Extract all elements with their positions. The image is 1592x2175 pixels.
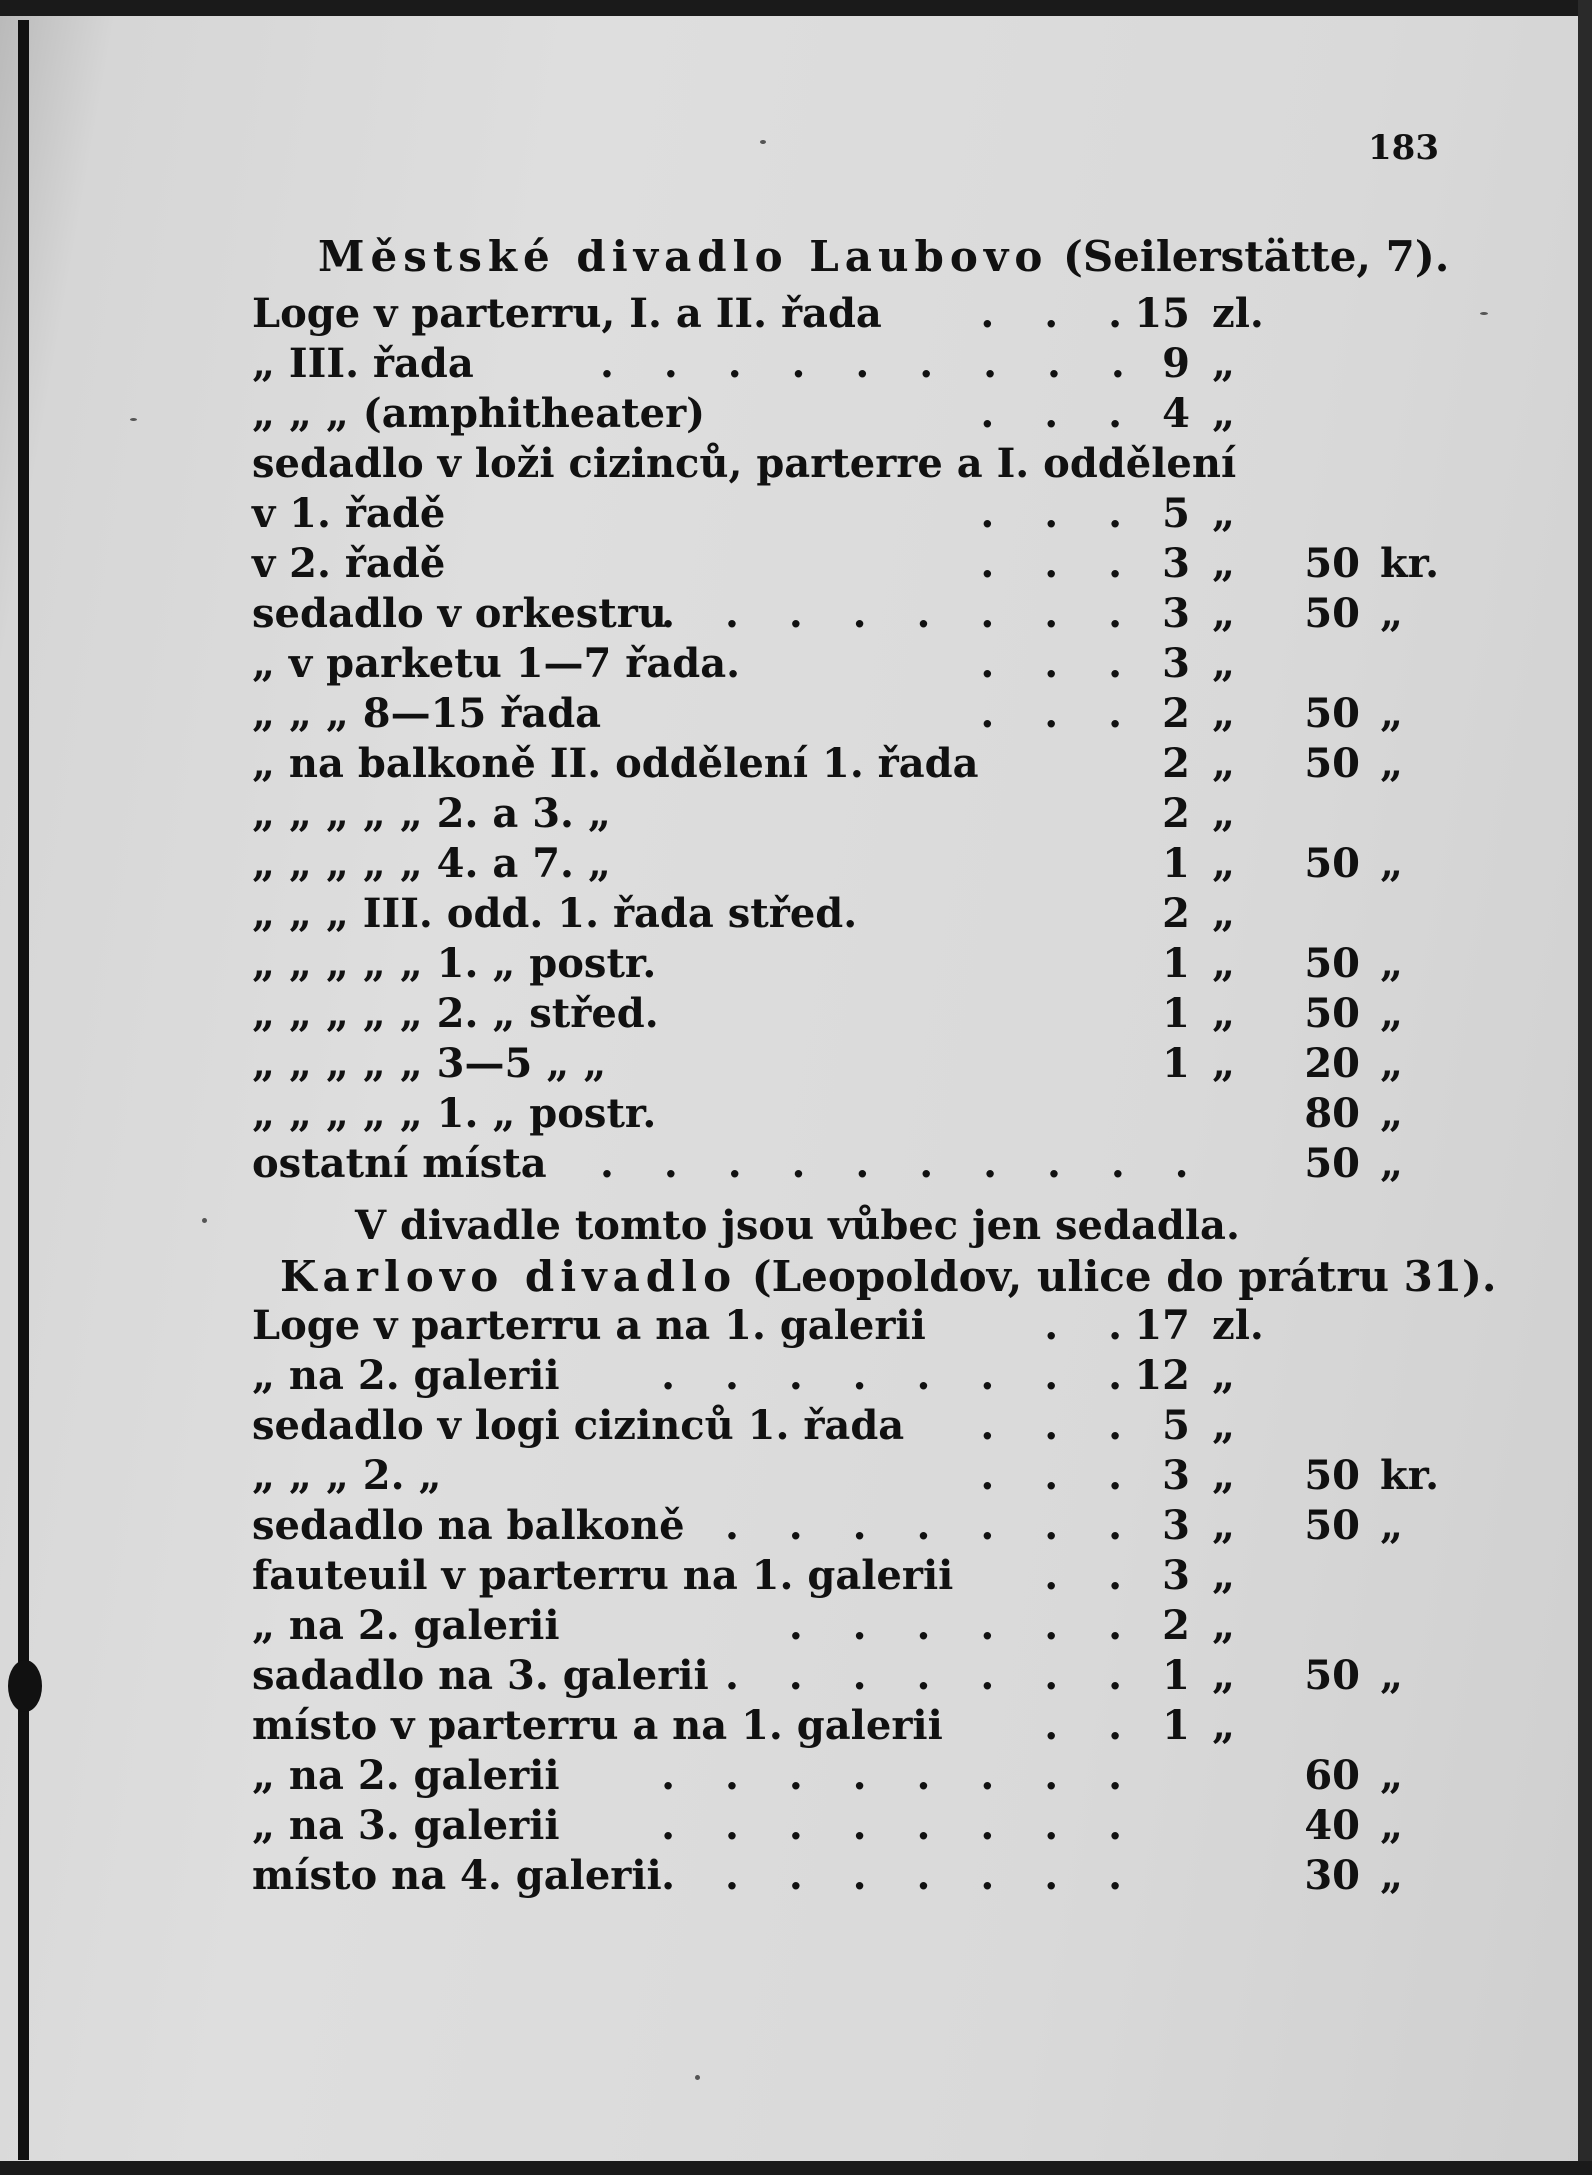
section-2-row xyxy=(0,1852,1592,1902)
row-label: sedadlo v orkestru xyxy=(252,590,667,637)
price-unit: „ xyxy=(1212,540,1236,587)
price-unit: „ xyxy=(1212,640,1236,687)
section-1-row xyxy=(0,940,1592,990)
price-unit: „ xyxy=(1212,490,1236,537)
secondary-unit: „ xyxy=(1380,840,1404,887)
price-unit: „ xyxy=(1212,1402,1236,1449)
leader-dots: . . . . . . . xyxy=(724,1502,1140,1549)
section-2-row xyxy=(0,1652,1592,1702)
section-2-title xyxy=(280,1252,1497,1301)
section-2-row xyxy=(0,1552,1592,1602)
section-1-row xyxy=(0,1090,1592,1140)
leader-dots: . . xyxy=(1044,1702,1140,1749)
row-label: „ „ „ „ „ 3—5 „ „ xyxy=(252,1040,607,1087)
secondary-value: 50 xyxy=(1304,940,1360,987)
section-1-title-rest: (Seilerstätte, 7). xyxy=(1048,232,1450,281)
secondary-value: 50 xyxy=(1304,540,1360,587)
row-label: sedadlo v logi cizinců 1. řada xyxy=(252,1402,905,1449)
price-value: 3 xyxy=(1162,540,1190,587)
price-unit: „ xyxy=(1212,390,1236,437)
secondary-unit: „ xyxy=(1380,1802,1404,1849)
section-2-row xyxy=(0,1402,1592,1452)
price-unit: „ xyxy=(1212,1602,1236,1649)
section-2-row xyxy=(0,1702,1592,1752)
price-value: 3 xyxy=(1162,1552,1190,1599)
section-1-note: V divadle tomto jsou vůbec jen sedadla. xyxy=(355,1202,1240,1249)
secondary-value: 50 xyxy=(1304,990,1360,1037)
row-label: místo v parterru a na 1. galerii xyxy=(252,1702,943,1749)
row-label: Loge v parterru a na 1. galerii xyxy=(252,1302,926,1349)
price-value: 9 xyxy=(1162,340,1190,387)
price-value: 12 xyxy=(1134,1352,1190,1399)
leader-dots: . . . . . . . . . . xyxy=(600,1140,1207,1187)
section-1-title xyxy=(318,232,1449,281)
leader-dots: . . . . . . . . xyxy=(661,1352,1140,1399)
secondary-unit: „ xyxy=(1380,940,1404,987)
section-1-row xyxy=(0,790,1592,840)
section-2-row xyxy=(0,1302,1592,1352)
price-value: 15 xyxy=(1134,290,1190,337)
price-value: 3 xyxy=(1162,1452,1190,1499)
price-unit: zl. xyxy=(1212,290,1264,337)
section-2-row xyxy=(0,1752,1592,1802)
scan-top-edge xyxy=(0,0,1592,16)
price-value: 1 xyxy=(1162,940,1190,987)
row-label: „ III. řada xyxy=(252,340,474,387)
section-1-row xyxy=(0,890,1592,940)
secondary-unit: „ xyxy=(1380,1090,1404,1137)
leader-dots: . . . . . . . . xyxy=(661,1752,1140,1799)
row-label: „ „ „ III. odd. 1. řada střed. xyxy=(252,890,858,937)
row-label: v 2. řadě xyxy=(252,540,446,587)
price-value: 2 xyxy=(1162,690,1190,737)
section-2-row xyxy=(0,1802,1592,1852)
section-2-title-spaced: Karlovo divadlo xyxy=(280,1252,738,1301)
secondary-value: 30 xyxy=(1304,1852,1360,1899)
secondary-value: 40 xyxy=(1304,1802,1360,1849)
row-label: „ v parketu 1—7 řada. xyxy=(252,640,741,687)
price-unit: „ xyxy=(1212,690,1236,737)
leader-dots: . . . . . . . xyxy=(724,1652,1140,1699)
price-unit: „ xyxy=(1212,940,1236,987)
leader-dots: . . . xyxy=(980,690,1140,737)
section-1-row xyxy=(0,390,1592,440)
row-label: v 1. řadě xyxy=(252,490,446,537)
row-label: „ na 2. galerii xyxy=(252,1602,560,1649)
secondary-value: 50 xyxy=(1304,840,1360,887)
leader-dots: . . . xyxy=(980,490,1140,537)
secondary-unit: „ xyxy=(1380,1652,1404,1699)
price-value: 1 xyxy=(1162,840,1190,887)
price-value: 3 xyxy=(1162,640,1190,687)
price-unit: „ xyxy=(1212,740,1236,787)
price-value: 1 xyxy=(1162,1652,1190,1699)
leader-dots: . . . xyxy=(980,1452,1140,1499)
leader-dots: . . . xyxy=(980,1402,1140,1449)
secondary-value: 50 xyxy=(1304,1452,1360,1499)
section-1-row xyxy=(0,340,1592,390)
row-label: „ „ „ (amphitheater) xyxy=(252,390,706,437)
secondary-unit: „ xyxy=(1380,990,1404,1037)
row-label: „ „ „ 2. „ xyxy=(252,1452,442,1499)
section-1-row xyxy=(0,740,1592,790)
row-label: sedadlo na balkoně xyxy=(252,1502,685,1549)
section-1-row xyxy=(0,990,1592,1040)
section-2-title-rest: (Leopoldov, ulice do prátru 31). xyxy=(737,1252,1497,1301)
paper-speck xyxy=(1480,312,1488,315)
price-value: 1 xyxy=(1162,990,1190,1037)
section-1-row xyxy=(0,440,1592,490)
row-label: „ „ „ „ „ 1. „ postr. xyxy=(252,1090,657,1137)
price-unit: „ xyxy=(1212,790,1236,837)
leader-dots: . . . . . . . . xyxy=(661,1802,1140,1849)
leader-dots: . . . xyxy=(980,640,1140,687)
scan-bottom-edge xyxy=(0,2161,1592,2175)
price-unit: „ xyxy=(1212,990,1236,1037)
price-unit: „ xyxy=(1212,1652,1236,1699)
secondary-value: 20 xyxy=(1304,1040,1360,1087)
row-label: fauteuil v parterru na 1. galerii xyxy=(252,1552,954,1599)
row-label: „ na 3. galerii xyxy=(252,1802,560,1849)
section-2-row xyxy=(0,1602,1592,1652)
row-label: sedadlo v loži cizinců, parterre a I. oddělení xyxy=(252,440,1237,487)
price-unit: „ xyxy=(1212,590,1236,637)
secondary-value: 50 xyxy=(1304,1140,1360,1187)
price-value: 2 xyxy=(1162,740,1190,787)
section-1-title-spaced: Městské divadlo Laubovo xyxy=(318,232,1049,281)
secondary-unit: „ xyxy=(1380,590,1404,637)
price-unit: „ xyxy=(1212,1040,1236,1087)
price-unit: „ xyxy=(1212,840,1236,887)
row-label: „ „ „ „ „ 4. a 7. „ xyxy=(252,840,611,887)
price-value: 17 xyxy=(1134,1302,1190,1349)
secondary-unit: „ xyxy=(1380,740,1404,787)
row-label: „ na 2. galerii xyxy=(252,1752,560,1799)
section-1-row xyxy=(0,640,1592,690)
section-1-row xyxy=(0,590,1592,640)
price-unit: „ xyxy=(1212,890,1236,937)
price-value: 2 xyxy=(1162,890,1190,937)
secondary-value: 50 xyxy=(1304,1502,1360,1549)
secondary-value: 50 xyxy=(1304,690,1360,737)
section-1-row xyxy=(0,1140,1592,1190)
row-label: „ na balkoně II. oddělení 1. řada xyxy=(252,740,979,787)
row-label: „ „ „ „ „ 2. a 3. „ xyxy=(252,790,611,837)
price-value: 3 xyxy=(1162,1502,1190,1549)
price-value: 1 xyxy=(1162,1040,1190,1087)
section-1-row xyxy=(0,1040,1592,1090)
leader-dots: . . . . . . xyxy=(788,1602,1140,1649)
price-value: 3 xyxy=(1162,590,1190,637)
section-1-row xyxy=(0,540,1592,590)
section-1-row xyxy=(0,840,1592,890)
leader-dots: . . . xyxy=(980,390,1140,437)
secondary-unit: „ xyxy=(1380,1140,1404,1187)
paper-speck xyxy=(695,2075,700,2080)
row-label: sadadlo na 3. galerii xyxy=(252,1652,709,1699)
section-1-row xyxy=(0,490,1592,540)
price-unit: „ xyxy=(1212,1452,1236,1499)
secondary-unit: „ xyxy=(1380,1852,1404,1899)
leader-dots: . . . xyxy=(980,290,1140,337)
price-value: 1 xyxy=(1162,1702,1190,1749)
leader-dots: . . xyxy=(1044,1302,1140,1349)
row-label: ostatní místa xyxy=(252,1140,547,1187)
price-unit: „ xyxy=(1212,1352,1236,1399)
secondary-value: 60 xyxy=(1304,1752,1360,1799)
price-unit: „ xyxy=(1212,1502,1236,1549)
section-2-row xyxy=(0,1452,1592,1502)
paper-speck xyxy=(130,418,137,421)
row-label: „ na 2. galerii xyxy=(252,1352,560,1399)
price-value: 5 xyxy=(1162,1402,1190,1449)
price-unit: „ xyxy=(1212,340,1236,387)
secondary-unit: kr. xyxy=(1380,1452,1440,1499)
price-value: 2 xyxy=(1162,790,1190,837)
section-1-row xyxy=(0,690,1592,740)
row-label: místo na 4. galerii xyxy=(252,1852,662,1899)
secondary-value: 50 xyxy=(1304,1652,1360,1699)
leader-dots: . . . . . . . . xyxy=(661,590,1140,637)
leader-dots: . . . . . . . . . xyxy=(600,340,1143,387)
price-value: 4 xyxy=(1162,390,1190,437)
row-label: „ „ „ 8—15 řada xyxy=(252,690,602,737)
price-value: 5 xyxy=(1162,490,1190,537)
section-2-row xyxy=(0,1352,1592,1402)
secondary-value: 50 xyxy=(1304,590,1360,637)
secondary-value: 80 xyxy=(1304,1090,1360,1137)
leader-dots: . . . xyxy=(980,540,1140,587)
leader-dots: . . xyxy=(1044,1552,1140,1599)
section-2-row xyxy=(0,1502,1592,1552)
price-unit: zl. xyxy=(1212,1302,1264,1349)
leader-dots: . . . . . . . . xyxy=(661,1852,1140,1899)
section-1-row xyxy=(0,290,1592,340)
row-label: „ „ „ „ „ 1. „ postr. xyxy=(252,940,657,987)
secondary-unit: „ xyxy=(1380,1040,1404,1087)
paper-speck xyxy=(760,140,766,144)
secondary-unit: kr. xyxy=(1380,540,1440,587)
secondary-unit: „ xyxy=(1380,1502,1404,1549)
row-label: Loge v parterru, I. a II. řada xyxy=(252,290,882,337)
secondary-unit: „ xyxy=(1380,690,1404,737)
secondary-unit: „ xyxy=(1380,1752,1404,1799)
page-number: 183 xyxy=(1368,128,1439,168)
price-unit: „ xyxy=(1212,1702,1236,1749)
row-label: „ „ „ „ „ 2. „ střed. xyxy=(252,990,659,1037)
secondary-value: 50 xyxy=(1304,740,1360,787)
price-unit: „ xyxy=(1212,1552,1236,1599)
paper-speck xyxy=(202,1218,207,1223)
price-value: 2 xyxy=(1162,1602,1190,1649)
